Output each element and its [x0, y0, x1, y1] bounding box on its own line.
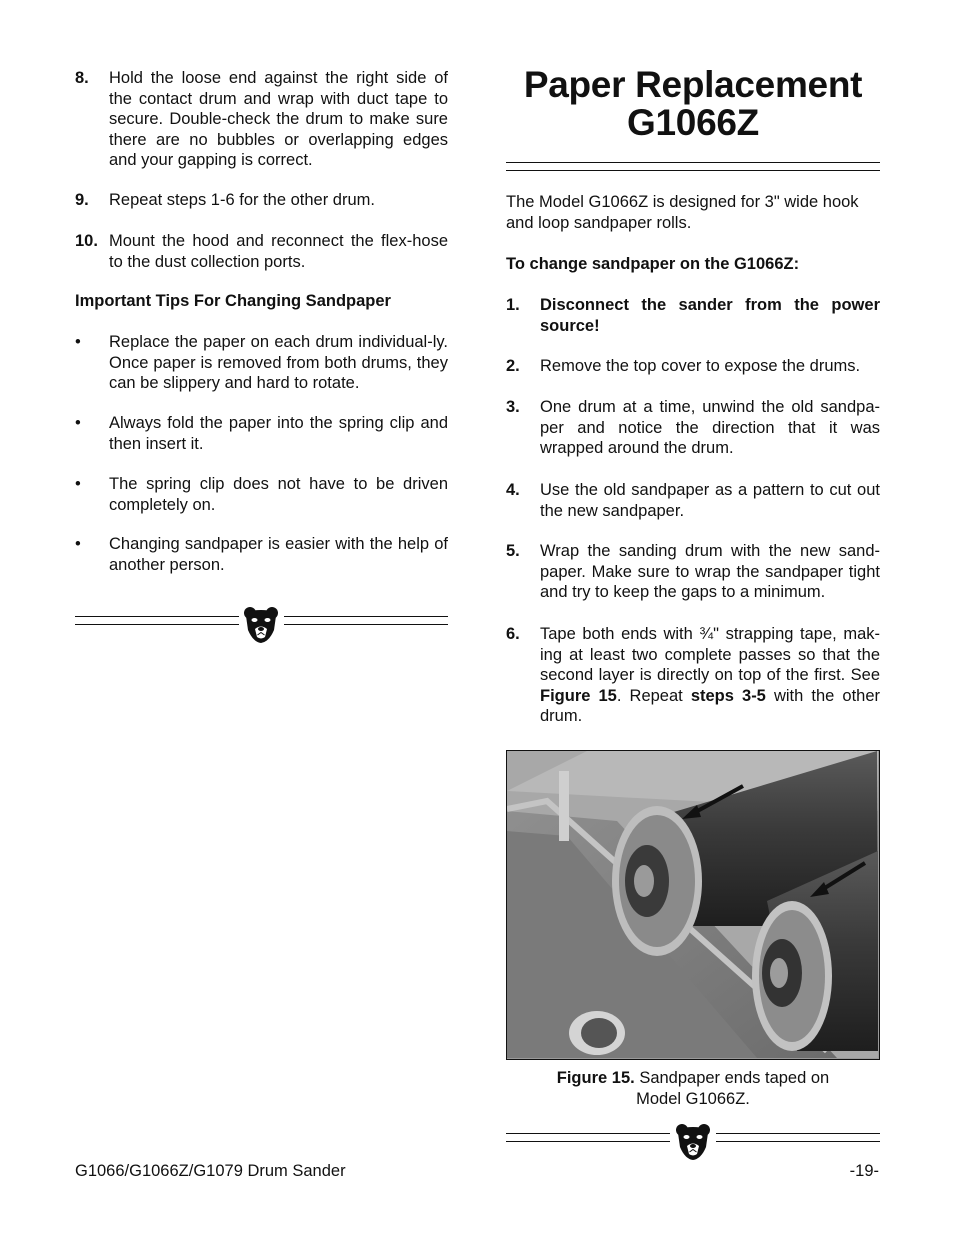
step-3: [506, 397, 880, 459]
divider-rule: [75, 616, 239, 625]
tip-text: Always fold the paper into the spring clip and then insert it.: [109, 414, 448, 453]
step-number: 4.: [506, 481, 520, 499]
tips-heading: Important Tips For Changing Sandpaper: [75, 292, 391, 310]
step-4: [506, 480, 880, 521]
title-rule: [506, 162, 880, 171]
step-1: [506, 295, 880, 336]
step-9: [75, 190, 448, 211]
tip-item: [75, 534, 448, 575]
tip-item: [75, 474, 448, 515]
divider-rule: [284, 616, 448, 625]
bullet-icon: •: [75, 333, 81, 351]
drum-sander-illustration: [507, 751, 878, 1058]
step-text: Mount the hood and reconnect the flex-hose to the dust collection ports.: [109, 232, 448, 271]
step-2: [506, 356, 880, 377]
section-divider: [506, 1121, 880, 1161]
figure-label: Figure 15.: [556, 1069, 635, 1087]
step-number: 8.: [75, 69, 89, 87]
footer-page-number: -19-: [849, 1162, 879, 1180]
step-10: [75, 231, 448, 272]
step-6: [506, 624, 880, 727]
bear-head-icon: [241, 604, 281, 644]
step-text: Wrap the sanding drum with the new sand-paper. Make sure to wrap the sandpaper tight and try to keep the gaps to a minimum.: [540, 542, 880, 601]
footer-model: G1066/G1066Z/G1079 Drum Sander: [75, 1162, 346, 1180]
section-divider: [75, 604, 448, 644]
page-title: Paper Replacement G1066Z: [523, 64, 863, 143]
step-text: Remove the top cover to expose the drums.: [540, 357, 861, 375]
step-text: One drum at a time, unwind the old sandpa-per and notice the direction that it was wrapped around the drum.: [540, 398, 880, 457]
step-number: 1.: [506, 296, 520, 314]
step-text: Use the old sandpaper as a pattern to cut out the new sandpaper.: [540, 481, 880, 520]
figure-reference: Figure 15: [540, 686, 617, 705]
step-text: Repeat steps 1-6 for the other drum.: [109, 191, 375, 209]
step-5: [506, 541, 880, 603]
figure-caption: Figure 15. Sandpaper ends taped on Model G1066Z.: [556, 1069, 830, 1108]
steps-reference: steps 3-5: [690, 686, 766, 705]
divider-rule: [506, 1133, 670, 1142]
procedure-heading: To change sandpaper on the G1066Z:: [506, 255, 800, 273]
intro-paragraph: The Model G1066Z is designed for 3" wide hook and loop sandpaper rolls.: [506, 193, 859, 232]
figure-15-photo: [506, 750, 880, 1060]
step-number: 3.: [506, 398, 520, 416]
step-8: [75, 68, 448, 171]
step-text: Disconnect the sander from the power source!: [540, 296, 880, 335]
step-number: 9.: [75, 191, 89, 209]
step-number: 5.: [506, 542, 520, 560]
step-number: 2.: [506, 357, 520, 375]
tip-text: Changing sandpaper is easier with the help of another person.: [109, 535, 448, 574]
step-text: Hold the loose end against the right side of the contact drum and wrap with duct tape to secure. Double-check the drum to make sure there are no bubbles or overlapping edges and your gapping is correct.: [109, 69, 448, 169]
tip-text: Replace the paper on each drum individual-ly. Once paper is removed from both drums, they can be slippery and hard to rotate.: [109, 333, 448, 392]
bear-head-icon: [673, 1121, 713, 1161]
tip-item: [75, 332, 448, 394]
tip-item: [75, 413, 448, 454]
bullet-icon: •: [75, 475, 81, 493]
step-number: 10.: [75, 232, 98, 250]
step-text: Tape both ends with ¾" strapping tape, mak-ing at least two complete passes so that the second layer is directly on top of the first. See Figure 15. Repeat steps 3-5 with the other drum.: [540, 625, 881, 725]
bullet-icon: •: [75, 414, 81, 432]
divider-rule: [716, 1133, 880, 1142]
bullet-icon: •: [75, 535, 81, 553]
tip-text: The spring clip does not have to be driven completely on.: [109, 475, 448, 514]
step-number: 6.: [506, 625, 520, 643]
